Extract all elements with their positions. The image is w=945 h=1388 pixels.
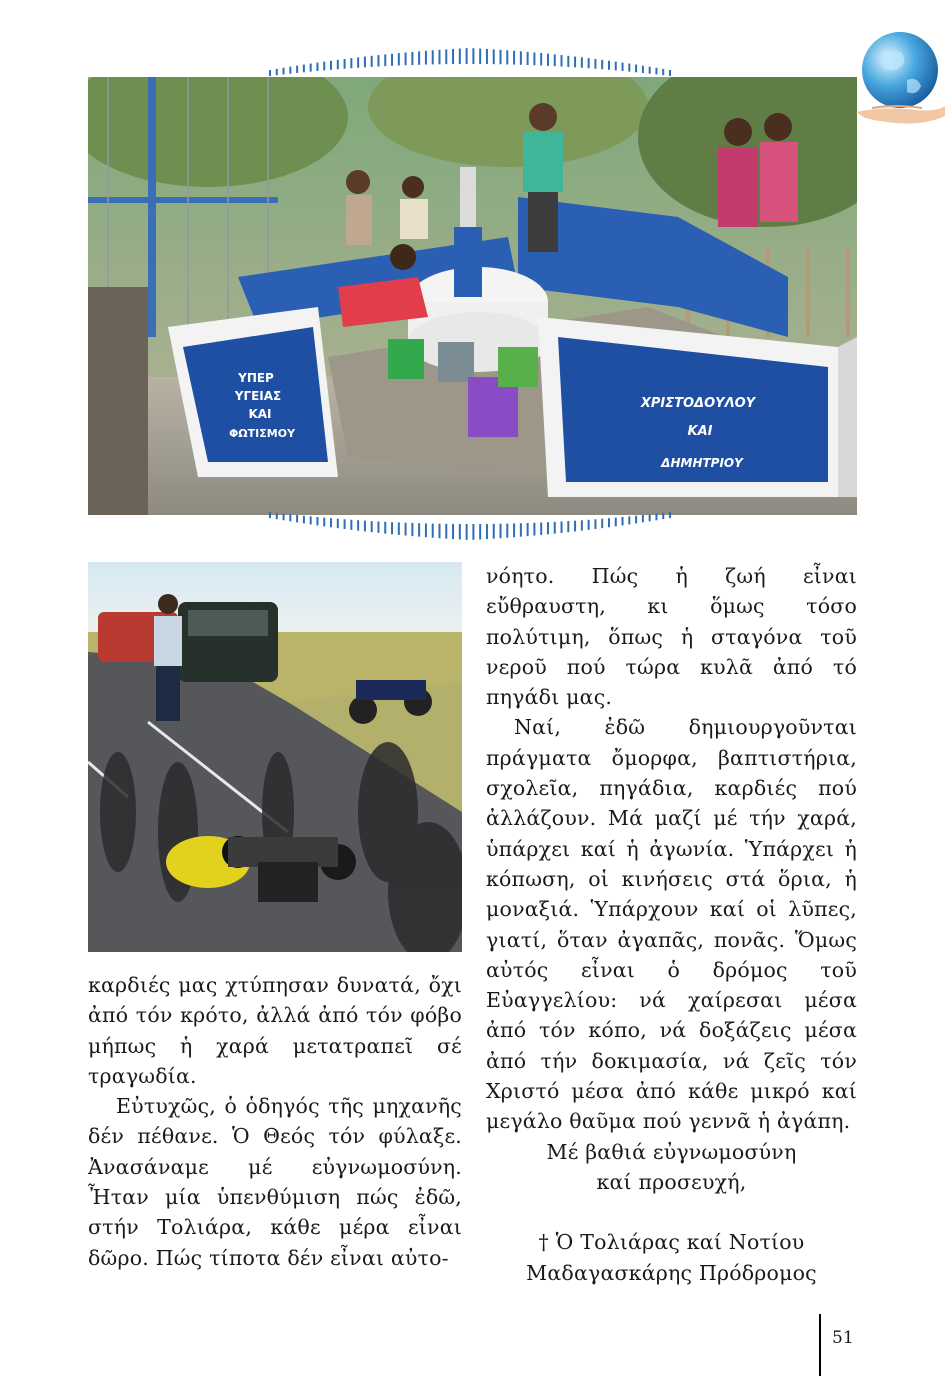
closing-line-1: Μέ βαθιά εὐγνωμοσύνη	[546, 1139, 797, 1164]
right-paragraph-2: Ναί, ἐδῶ δημιουργοῦνται πράγματα ὄμορφα, βαπτιστήρια, σχολεῖα, πηγάδια, καρδιές πού ἀλλάζουν. Μά μαζί μέ τήν χαρά, ὑπάρχει καί ἡ ἀγωνία. Ὑπάρχει ἡ κόπωση, οἱ κινήσεις στά ὅρια, ἡ μοναξιά. Ὑπάρχουν καί οἱ λῦπες, γιατί, ὅταν ἀγαπᾶς, πονᾶς. Ὅμως αὐτός εἶναι ὁ δρόμος τοῦ Εὐαγγελίου: νά χαίρεσαι μέσα ἀπό τόν κόπο, νά δοξάζεις μέσα ἀπό τήν δοκιμασία, νά ζεῖς τόν Χριστό μέσα ἀπό κάθε μικρό καί μεγάλο θαῦμα πού γεννᾶ ἡ ἀγάπη.	[486, 715, 857, 1134]
sign-right-line-1: ΧΡΙΣΤΟΔΟΥΛΟΥ	[640, 396, 756, 411]
svg-text:ΚΑΙ	[248, 407, 271, 421]
closing-line-2: καί προσευχή,	[596, 1169, 747, 1194]
right-paragraph-1: νόητο. Πώς ἡ ζωή εἶναι εὔθραυστη, κι ὅμως τόσο πολύτιμη, ὅπως ἡ σταγόνα τοῦ νεροῦ πού τώρα κυλᾶ ἀπό τό πηγάδι μας.	[486, 564, 857, 710]
spacer	[486, 1197, 857, 1227]
sign-left-line-1: ΥΠΕΡ	[238, 371, 274, 385]
right-column	[486, 561, 857, 1288]
globe-in-hand-icon	[852, 20, 945, 130]
svg-text:ΔΗΜΗΤΡΙΟΥ	[660, 456, 744, 470]
left-paragraph-2: Εὐτυχῶς, ὁ ὁδηγός τῆς μηχανῆς δέν πέθανε. Ὁ Θεός τόν φύλαξε. Ἀνασάναμε μέ εὐγνωμοσύνη. Ἦταν μία ὑπενθύμιση πώς ἐδῶ, στήν Τολιάρα, κάθε μέρα εἶναι δῶρο. Πώς τίποτα δέν εἶναι αὐτο-	[88, 1094, 462, 1270]
signature-line-1: † Ὁ Τολιάρας καί Νοτίου	[538, 1230, 805, 1255]
sign-left-line-4: ΦΩΤΙΣΜΟΥ	[228, 427, 296, 440]
svg-text:ΚΑΙ	[688, 424, 713, 439]
sign-right-line-2: ΚΑΙ	[687, 424, 713, 439]
svg-text:ΥΓΕΙΑΣ	[234, 389, 281, 403]
left-paragraph-1: καρδιές μας χτύπησαν δυνατά, ὄχι ἀπό τόν κρότο, ἀλλά ἀπό τόν φόβο μήπως ἡ χαρά μετατραπεῖ σέ τραγωδία.	[88, 973, 462, 1088]
page-number: 51	[832, 1328, 854, 1348]
decorative-arc-bottom	[260, 508, 680, 548]
signature-line-2: Μαδαγασκάρης Πρόδρομος	[526, 1260, 817, 1285]
motorcycle-accident-photo	[88, 562, 462, 952]
svg-text:ΦΩΤΙΣΜΟΥ	[229, 427, 296, 440]
sign-left-line-3: ΚΑΙ	[248, 407, 272, 421]
svg-text:ΧΡΙΣΤΟΔΟΥΛΟΥ	[640, 396, 757, 411]
sign-right-line-3: ΔΗΜΗΤΡΙΟΥ	[661, 456, 743, 470]
sign-left-line-2: ΥΓΕΙΑΣ	[234, 389, 282, 403]
well-photo	[88, 77, 857, 515]
decorative-arc-top	[260, 40, 680, 80]
left-column	[88, 970, 462, 1273]
svg-text:ΥΠΕΡ	[237, 371, 274, 385]
page-number-rule	[819, 1314, 821, 1376]
